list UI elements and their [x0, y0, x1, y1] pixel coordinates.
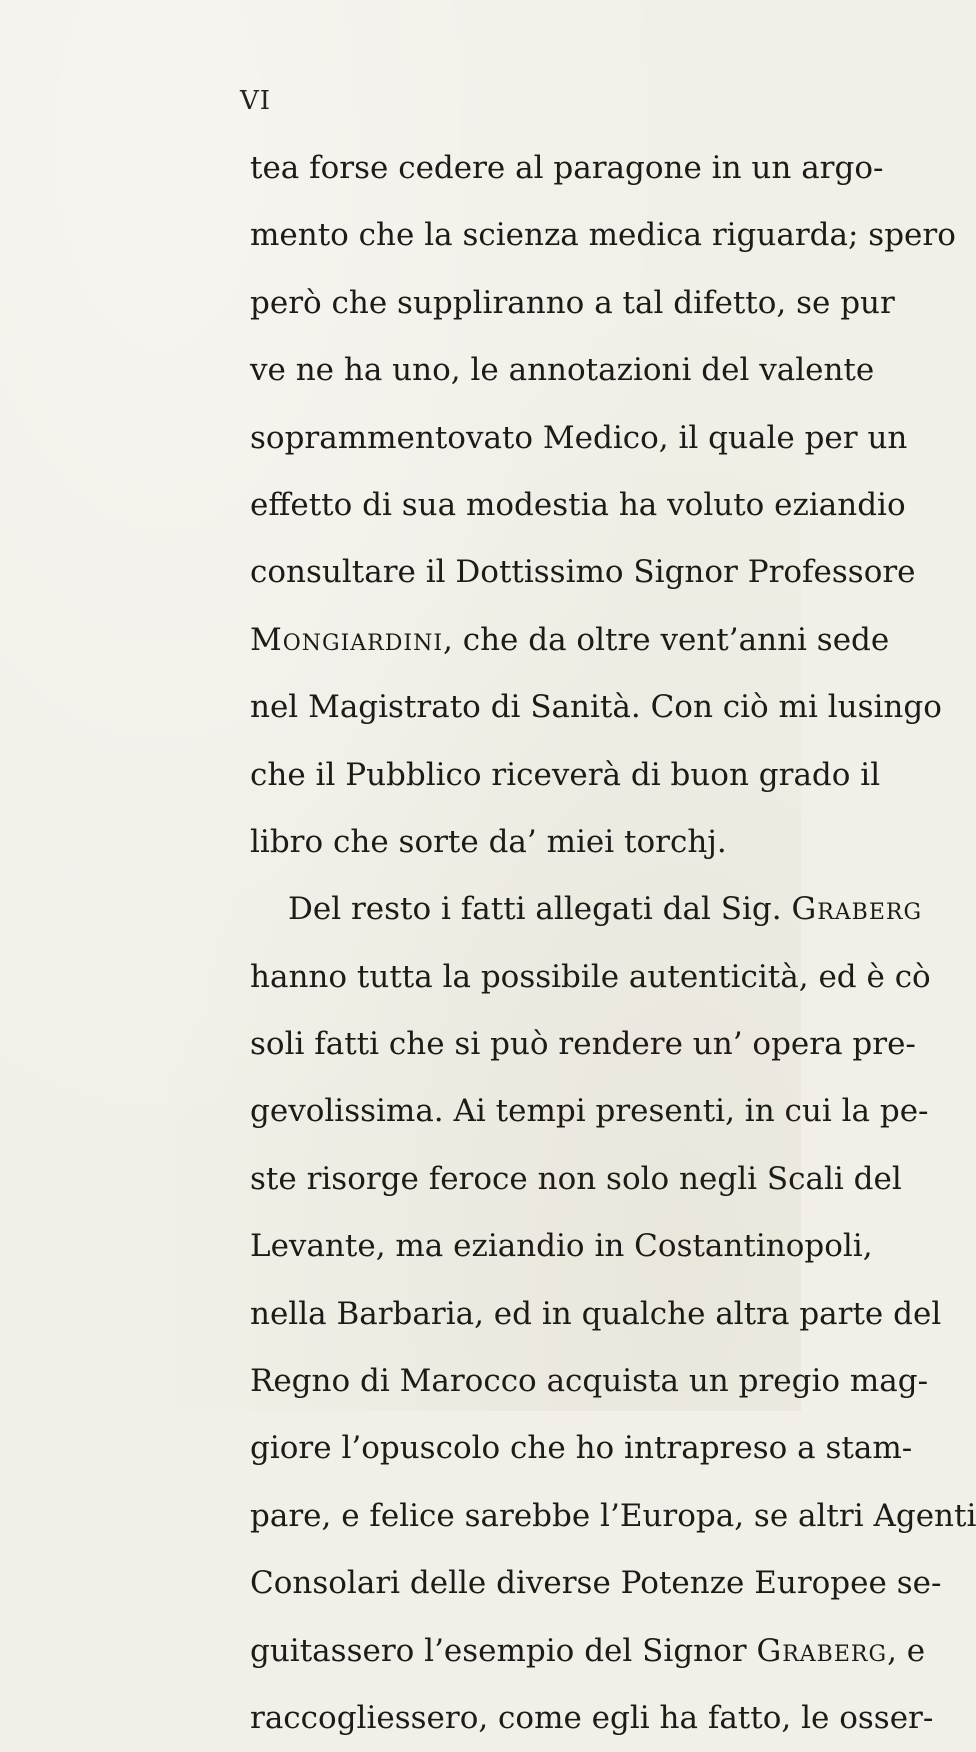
text-run: Regno di Marocco acquista un pregio mag-	[250, 1363, 929, 1400]
text-run: , che da oltre vent’anni sede	[443, 621, 890, 658]
text-line	[250, 876, 923, 943]
text-run: raccogliessero, come egli ha fatto, le osser-	[250, 1699, 934, 1736]
text-line	[250, 1281, 942, 1348]
proper-name: Graberg	[756, 1632, 888, 1669]
text-run: però che suppliranno a tal difetto, se pur	[250, 284, 895, 321]
text-run: consultare il Dottissimo Signor Professore	[250, 554, 916, 591]
text-line	[250, 270, 895, 337]
text-line	[250, 944, 931, 1011]
text-line	[250, 1685, 934, 1752]
body-text	[250, 135, 976, 1752]
text-run: Del resto i fatti allegati dal Sig.	[288, 891, 792, 928]
text-line	[250, 674, 942, 741]
text-run: tea forse cedere al paragone in un argo-	[250, 150, 884, 186]
text-run: gevolissima. Ai tempi presenti, in cui la pe-	[250, 1093, 929, 1130]
text-line	[250, 1146, 902, 1213]
text-line	[250, 539, 916, 606]
text-line	[250, 607, 890, 674]
text-run: nel Magistrato di Sanità. Con ciò mi lusingo	[250, 689, 942, 726]
text-run: effetto di sua modestia ha voluto eziandio	[250, 486, 906, 523]
text-line	[250, 405, 908, 472]
text-run: nella Barbaria, ed in qualche altra parte del	[250, 1295, 942, 1332]
text-line	[250, 1415, 913, 1482]
text-line	[250, 337, 875, 404]
text-run: soprammentovato Medico, il quale per un	[250, 419, 908, 456]
proper-name: Graberg	[791, 891, 923, 928]
text-run: guitassero l’esempio del Signor	[250, 1632, 757, 1669]
proper-name: Mongiardini	[250, 621, 444, 658]
text-line	[250, 1483, 976, 1550]
page-number: VI	[240, 86, 272, 116]
text-line	[250, 1618, 926, 1685]
text-line	[250, 135, 884, 202]
text-run: Levante, ma eziandio in Costantinopoli,	[250, 1228, 873, 1265]
text-line	[250, 1078, 929, 1145]
text-run: Consolari delle diverse Potenze Europee se-	[250, 1565, 942, 1602]
text-run: , e	[887, 1632, 926, 1669]
text-run: ve ne ha uno, le annotazioni del valente	[250, 352, 875, 389]
text-run: che il Pubblico riceverà di buon grado il	[250, 756, 881, 793]
text-run: hanno tutta la possibile autenticità, ed è cò	[250, 958, 931, 995]
text-line	[250, 1550, 942, 1617]
text-run: soli fatti che si può rendere un’ opera pre-	[250, 1026, 916, 1063]
text-line	[250, 472, 906, 539]
text-line	[250, 1348, 929, 1415]
text-line	[250, 809, 780, 876]
text-run: giore l’opuscolo che ho intrapreso a stam-	[250, 1430, 913, 1467]
text-run: mento che la scienza medica riguarda; spero	[250, 217, 956, 254]
text-line	[250, 1213, 873, 1280]
text-run: pare, e felice sarebbe l’Europa, se altri Agenti	[250, 1497, 976, 1534]
text-line	[250, 202, 956, 269]
text-run: ste risorge feroce non solo negli Scali del	[250, 1160, 902, 1197]
text-line	[250, 1011, 916, 1078]
text-line	[250, 742, 881, 809]
text-run: libro che sorte da’ miei torchj.	[250, 823, 727, 860]
